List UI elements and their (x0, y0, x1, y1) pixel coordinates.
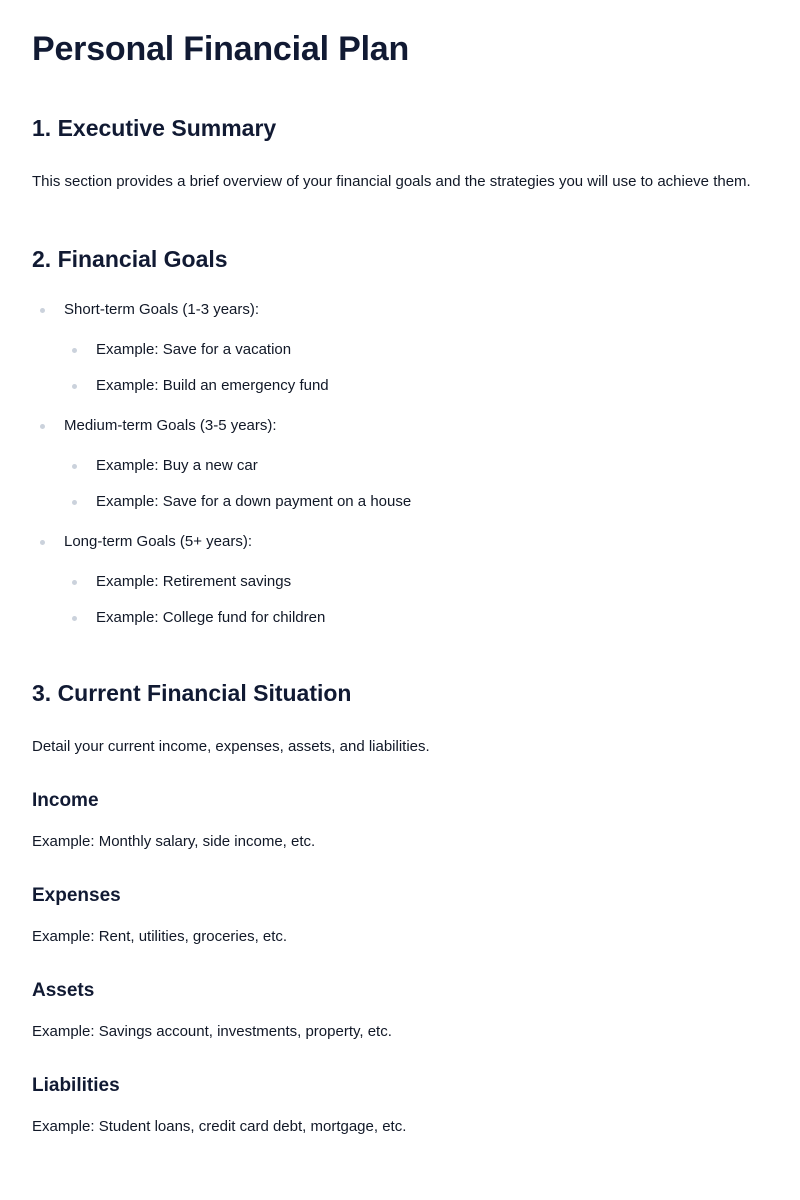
executive-summary-text: This section provides a brief overview of your financial goals and the strategies you will use to achieve them. (32, 173, 751, 190)
goal-example: Example: Build an emergency fund (32, 376, 768, 396)
liabilities-text: Example: Student loans, credit card debt, mortgage, etc. (32, 1118, 407, 1135)
subsection-heading-assets: Assets (32, 980, 95, 1001)
page-title: Personal Financial Plan (32, 30, 410, 68)
goal-group-label: Long-term Goals (5+ years): (64, 533, 252, 550)
goal-group-label: Medium-term Goals (3-5 years): (64, 417, 277, 434)
goal-examples-list (32, 572, 768, 628)
goal-group-medium-term (32, 416, 768, 512)
subsection-heading-expenses: Expenses (32, 885, 121, 906)
goal-example: Example: Save for a down payment on a house (32, 492, 768, 512)
goal-example: Example: Retirement savings (32, 572, 768, 592)
income-text: Example: Monthly salary, side income, etc. (32, 833, 316, 850)
goal-example: Example: Save for a vacation (32, 340, 768, 360)
goal-examples-list (32, 456, 768, 512)
goal-group-label: Short-term Goals (1-3 years): (64, 301, 260, 318)
section-heading-financial-goals: 2. Financial Goals (32, 246, 228, 272)
goal-group-long-term (32, 532, 768, 628)
goals-list (32, 300, 768, 628)
subsection-heading-liabilities: Liabilities (32, 1075, 120, 1096)
expenses-text: Example: Rent, utilities, groceries, etc. (32, 928, 288, 945)
goal-group-short-term (32, 300, 768, 396)
goal-example: Example: College fund for children (32, 608, 768, 628)
goal-example: Example: Buy a new car (32, 456, 768, 476)
current-situation-text: Detail your current income, expenses, assets, and liabilities. (32, 738, 430, 755)
assets-text: Example: Savings account, investments, property, etc. (32, 1023, 392, 1040)
section-heading-current-situation: 3. Current Financial Situation (32, 680, 352, 706)
subsection-heading-income: Income (32, 790, 99, 811)
section-heading-executive-summary: 1. Executive Summary (32, 115, 277, 141)
goal-examples-list (32, 340, 768, 396)
